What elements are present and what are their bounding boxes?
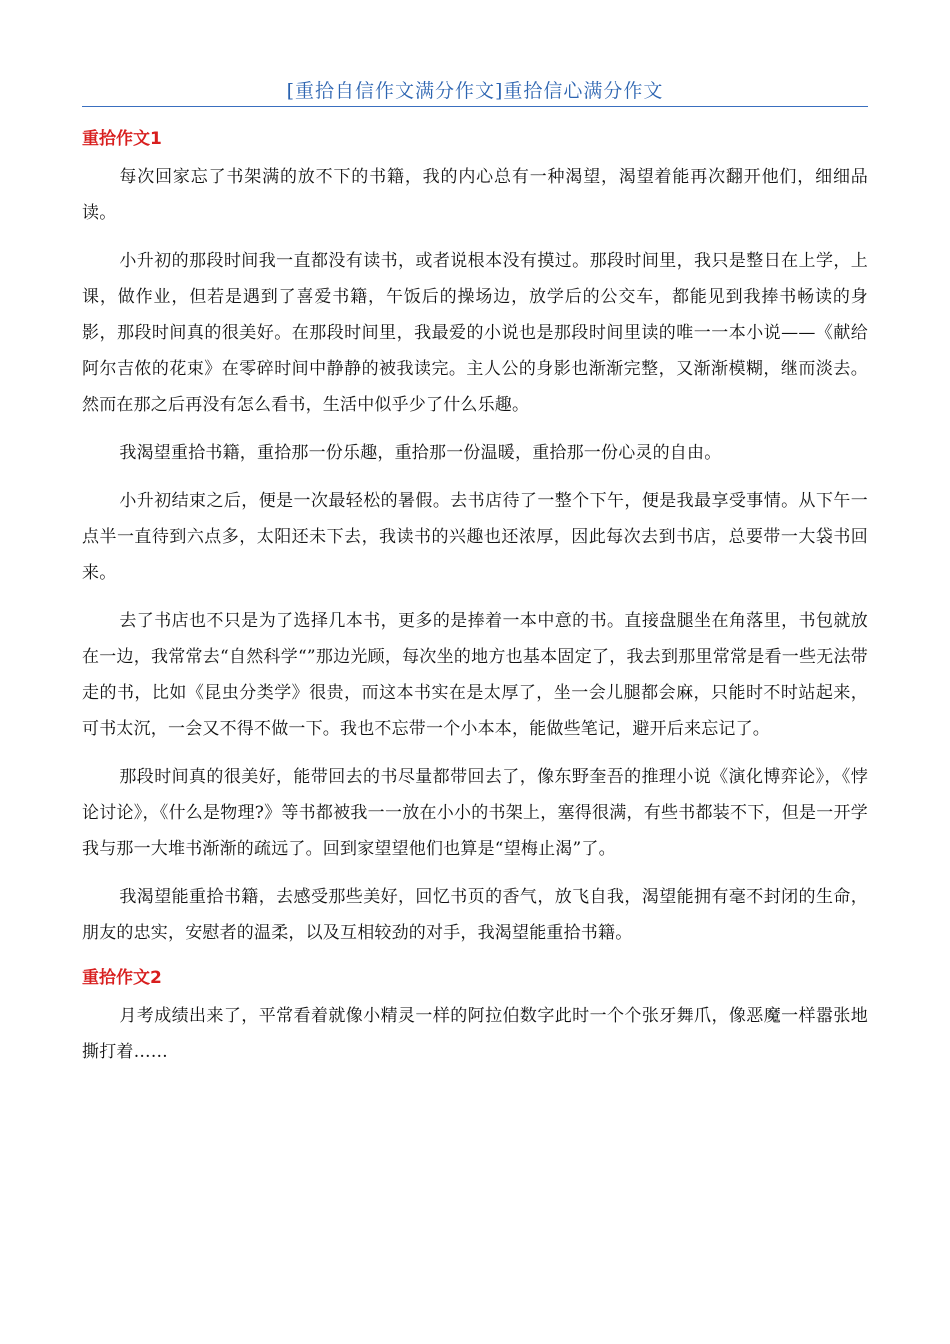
section-title: 重拾作文1 (82, 129, 162, 149)
paragraph: 去了书店也不只是为了选择几本书，更多的是捧着一本中意的书。直接盘腿坐在角落里，书包就放在一边，我常常去“自然科学“”那边光顾，每次坐的地方也基本固定了，我去到那里常常是看一些无法带走的书，比如《昆虫分类学》很贵，而这本书实在是太厚了，坐一会儿腿都会麻，只能时不时站起来，可书太沉，一会又不得不做一下。我也不忘带一个小本本，能做些笔记，避开后来忘记了。 (82, 611, 868, 739)
document-body (82, 124, 868, 1082)
paragraph: 小升初结束之后，便是一次最轻松的暑假。去书店待了一整个下午，便是我最享受事情。从下午一点半一直待到六点多，太阳还未下去，我读书的兴趣也还浓厚，因此每次去到书店，总要带一大袋书回来。 (82, 491, 868, 583)
paragraph: 每次回家忘了书架满的放不下的书籍，我的内心总有一种渴望，渴望着能再次翻开他们，细细品读。 (82, 167, 868, 223)
document-header-title: [重拾自信作文满分作文]重拾信心满分作文 (286, 80, 664, 102)
paragraph: 我渴望重拾书籍，重拾那一份乐趣，重拾那一份温暖，重拾那一份心灵的自由。 (119, 443, 722, 463)
essay-section-2 (82, 963, 868, 1070)
section-title: 重拾作文2 (82, 968, 162, 988)
essay-section-1 (82, 124, 868, 951)
paragraph: 小升初的那段时间我一直都没有读书，或者说根本没有摸过。那段时间里，我只是整日在上学，上课，做作业，但若是遇到了喜爱书籍，午饭后的操场边，放学后的公交车，都能见到我捧书畅读的身影，那段时间真的很美好。在那段时间里，我最爱的小说也是那段时间里读的唯一一本小说——《献给阿尔吉侬的花束》在零碎时间中静静的被我读完。主人公的身影也渐渐完整，又渐渐模糊，继而淡去。然而在那之后再没有怎么看书，生活中似乎少了什么乐趣。 (82, 251, 868, 415)
paragraph: 我渴望能重拾书籍，去感受那些美好，回忆书页的香气，放飞自我，渴望能拥有毫不封闭的生命，朋友的忠实，安慰者的温柔，以及互相较劲的对手，我渴望能重拾书籍。 (82, 887, 868, 943)
paragraph: 那段时间真的很美好，能带回去的书尽量都带回去了，像东野奎吾的推理小说《演化博弈论》，《悖论讨论》，《什么是物理?》等书都被我一一放在小小的书架上，塞得很满，有些书都装不下，但是一开学我与那一大堆书渐渐的疏远了。回到家望望他们也算是“望梅止渴”了。 (82, 767, 868, 859)
paragraph: 月考成绩出来了，平常看着就像小精灵一样的阿拉伯数字此时一个个张牙舞爪，像恶魔一样嚣张地撕打着…… (82, 1006, 868, 1062)
header-divider (82, 106, 868, 107)
